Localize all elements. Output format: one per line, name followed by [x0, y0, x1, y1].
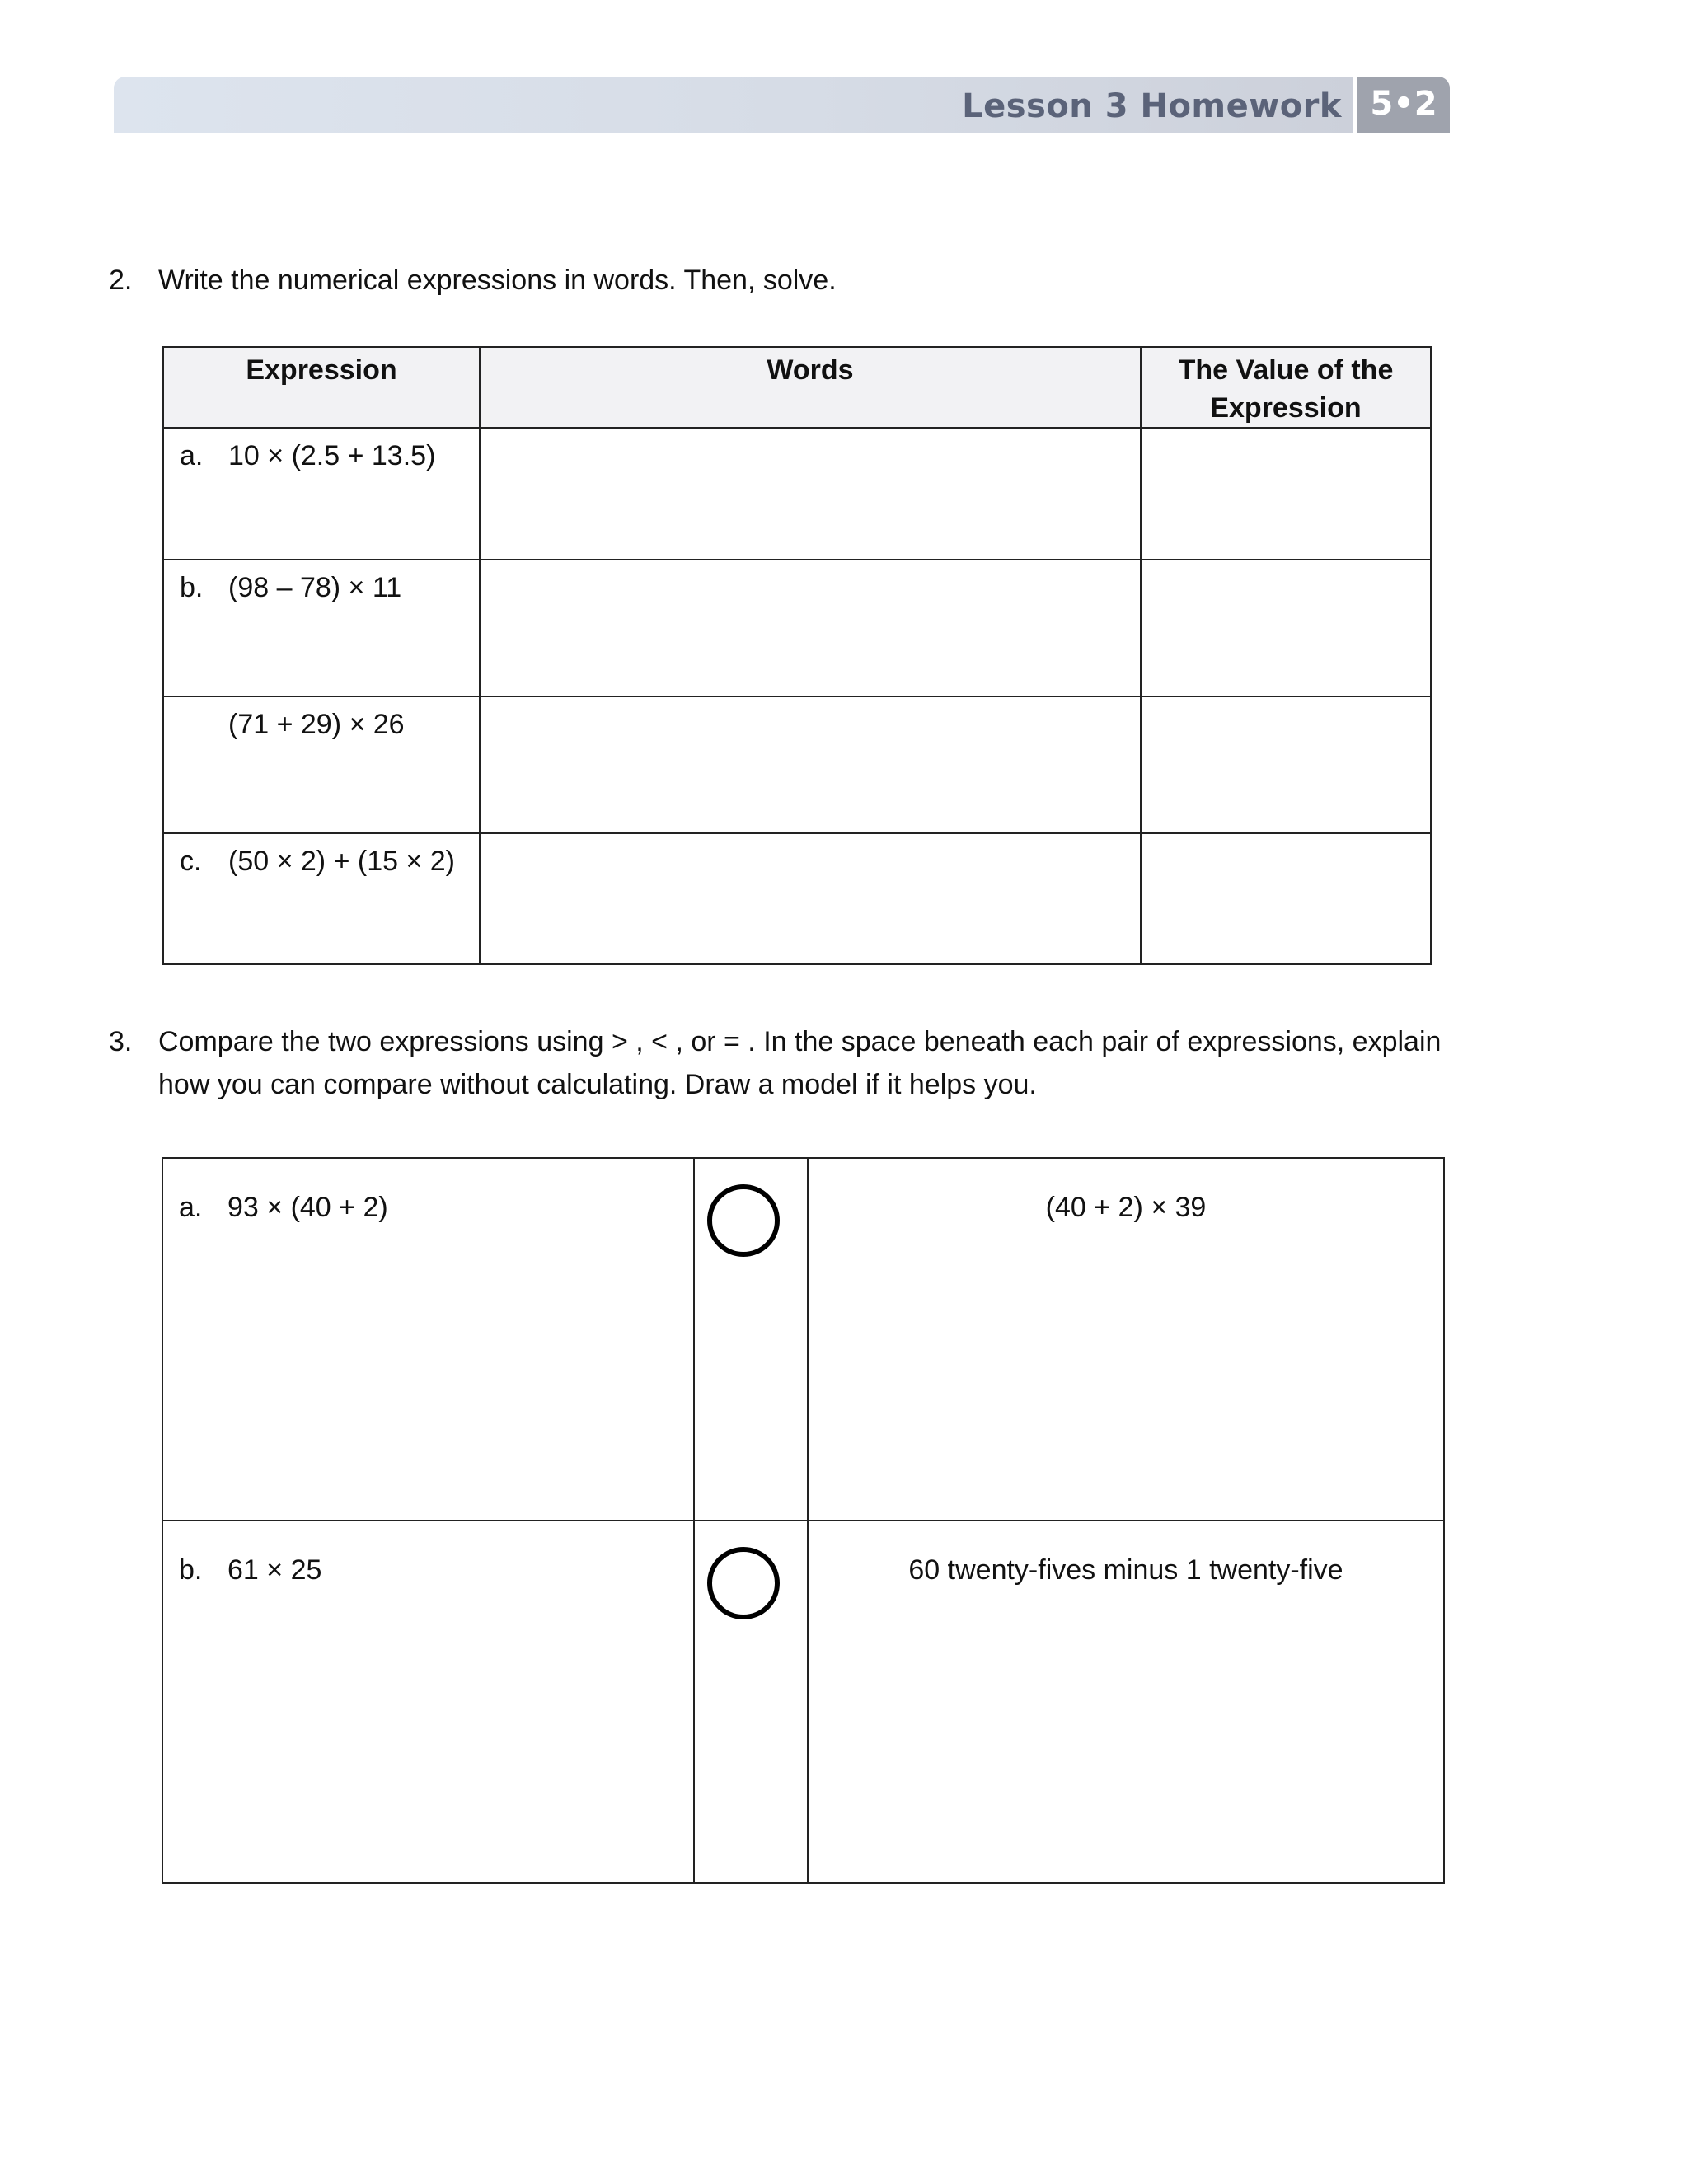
problem-number: 3.	[109, 1026, 133, 1057]
column-header-value	[1141, 347, 1431, 428]
table-row	[163, 696, 1431, 833]
expression-cell	[163, 428, 480, 560]
comparison-table	[162, 1157, 1445, 1884]
value-answer-cell[interactable]	[1141, 696, 1431, 833]
problem-number: 2.	[109, 265, 133, 296]
words-answer-cell[interactable]	[480, 696, 1141, 833]
table-row	[162, 1521, 1444, 1883]
row-expression: 10 × (2.5 + 13.5)	[228, 440, 436, 471]
table-header-row	[163, 347, 1431, 428]
expression-cell	[163, 833, 480, 964]
left-expression: 93 × (40 + 2)	[227, 1192, 388, 1223]
problem-instructions-line-2: how you can compare without calculating. Draw a model if it helps you.	[158, 1069, 1037, 1100]
row-expression: (71 + 29) × 26	[228, 709, 405, 740]
right-expression: (40 + 2) × 39	[1045, 1192, 1207, 1223]
row-letter: c.	[180, 846, 202, 877]
words-answer-cell[interactable]	[480, 833, 1141, 964]
table-row	[163, 560, 1431, 696]
row-expression: (50 × 2) + (15 × 2)	[228, 846, 455, 877]
row-letter: b.	[179, 1554, 203, 1586]
expression-cell	[163, 696, 480, 833]
lesson-title: Lesson 3 Homework	[962, 87, 1342, 125]
column-header-expression: Expression	[163, 347, 480, 428]
left-expression: 61 × 25	[227, 1554, 322, 1586]
table-row	[162, 1158, 1444, 1521]
column-header-value-label: The Value of the Expression	[1178, 354, 1394, 424]
comparison-symbol-cell	[694, 1521, 808, 1883]
column-header-words: Words	[480, 347, 1141, 428]
right-expression: 60 twenty-fives minus 1 twenty-five	[908, 1554, 1343, 1586]
left-expression-cell[interactable]	[162, 1158, 694, 1521]
value-answer-cell[interactable]	[1141, 428, 1431, 560]
value-answer-cell[interactable]	[1141, 560, 1431, 696]
module-badge: 5•2	[1357, 77, 1450, 133]
problem-2-prompt	[109, 259, 1510, 302]
comparison-symbol-cell	[694, 1158, 808, 1521]
problem-instructions: Write the numerical expressions in words. Then, solve.	[158, 265, 837, 296]
table-row	[163, 833, 1431, 964]
expression-cell	[163, 560, 480, 696]
row-expression: (98 – 78) × 11	[228, 572, 402, 603]
row-letter: b.	[180, 572, 204, 603]
words-answer-cell[interactable]	[480, 560, 1141, 696]
comparison-circle[interactable]	[707, 1547, 780, 1619]
words-answer-cell[interactable]	[480, 428, 1141, 560]
value-answer-cell[interactable]	[1141, 833, 1431, 964]
table-row	[163, 428, 1431, 560]
row-letter: a.	[179, 1192, 203, 1223]
expression-table	[162, 346, 1432, 965]
left-expression-cell[interactable]	[162, 1521, 694, 1883]
comparison-circle[interactable]	[707, 1184, 780, 1257]
row-letter: a.	[180, 440, 204, 471]
problem-3-prompt	[109, 1020, 1559, 1106]
right-expression-cell[interactable]	[808, 1521, 1444, 1883]
right-expression-cell[interactable]	[808, 1158, 1444, 1521]
problem-instructions-line-1: Compare the two expressions using > , < , or = . In the space beneath each pair of expressions, explain	[158, 1026, 1442, 1057]
